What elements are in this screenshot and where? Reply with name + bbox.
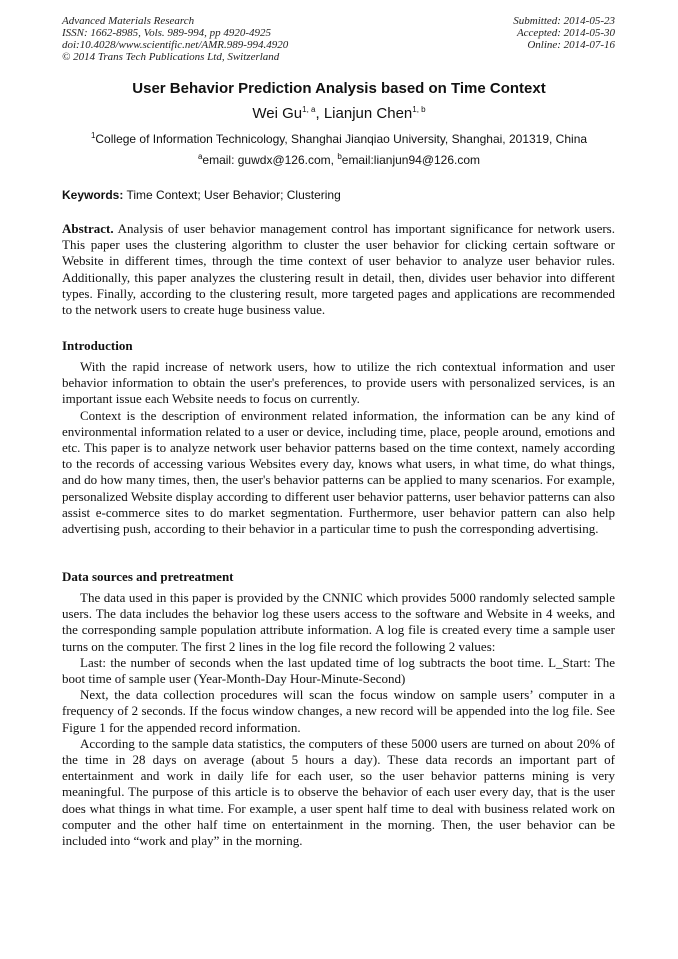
abstract-text: Analysis of user behavior management control has important significance for network users. This paper uses the clustering algorithm to cluster the user behavior for clicking certain software or Website in different times, through the time context of user behavior to analyze user behavior rules. Additionally, this paper analyzes the clustering result in detail, then, divides user behavior into different types. Finally, according to the clustering result, more targeted pages and applications are recommended to the network users to create huge business value.	[62, 221, 615, 318]
email-mark-a: a	[197, 152, 203, 161]
email-b: email:lianjun94@126.com	[341, 153, 481, 167]
dates-header	[513, 15, 615, 51]
keywords-label: Keywords:	[62, 188, 124, 202]
author-affiliation-mark: 1, b	[412, 105, 426, 114]
author-emails	[0, 152, 678, 168]
paragraph: Last: the number of seconds when the last updated time of log subtracts the boot time. L_Start: The boot time of sample user (Year-Month-Day Hour-Minute-Second)	[62, 654, 615, 687]
affiliation	[0, 131, 678, 147]
email-mark-b: b	[337, 152, 342, 161]
keywords	[62, 187, 615, 203]
section-heading-data-sources: Data sources and pretreatment	[62, 569, 234, 584]
paragraph: Next, the data collection procedures will scan the focus window on sample users’ computer in a frequency of 2 seconds. If the focus window changes, a new record will be appended into the log file. See Figure 1 for the appended record information.	[62, 687, 615, 735]
doi-line: doi:10.4028/www.scientific.net/AMR.989-994.4920	[62, 39, 289, 51]
section-heading-introduction: Introduction	[62, 338, 133, 353]
abstract-label: Abstract.	[62, 221, 114, 236]
author-affiliation-mark: 1, a	[302, 105, 316, 114]
email-a: email: guwdx@126.com,	[202, 153, 338, 167]
submitted-date: Submitted: 2014-05-23	[513, 15, 615, 27]
accepted-date: Accepted: 2014-05-30	[516, 27, 615, 39]
affiliation-mark: 1	[90, 131, 96, 140]
affiliation-text: College of Information Technicology, Shanghai Jianqiao University, Shanghai, 201319, China	[95, 132, 588, 146]
issn-line: ISSN: 1662-8985, Vols. 989-994, pp 4920-4925	[62, 27, 271, 39]
paragraph: With the rapid increase of network users, how to utilize the rich contextual information and user behavior information to obtain the user's preferences, to provide users with personalized services, is an important issue each Website needs to focus on currently.	[62, 359, 615, 407]
paper-title: User Behavior Prediction Analysis based on Time Context	[132, 80, 546, 97]
author-line	[0, 104, 678, 124]
journal-header	[62, 15, 288, 63]
paragraph: The data used in this paper is provided by the CNNIC which provides 5000 randomly selected sample users. The data includes the behavior log these users access to the software and Website in 4 weeks, and the corresponding sample population attribute information. A log file is created every time a sample user turns on the computer. The first 2 lines in the log file record the following 2 values:	[62, 590, 615, 654]
paragraph: Context is the description of environment related information, the information can be any kind of environmental information related to a user or device, including time, place, people around, emotions and etc. This paper is to analyze network user behavior patterns based on the time context, namely according to the records of accessing various Websites every day, knows what users, in what time, do what things, and do how many times, then, the user's behavior patterns can be applied to many scenarios. For example, personalized Website display according to different user behavior patterns, user behavior patterns can also assist e-commerce sites to do market segmentation. Furthermore, user behavior pattern can also help advertising push, according to their behavior in a particular time to push the corresponding advertising.	[62, 407, 615, 537]
online-date: Online: 2014-07-16	[527, 39, 615, 51]
author-name: Lianjun Chen	[323, 105, 413, 122]
copyright-line: © 2014 Trans Tech Publications Ltd, Switzerland	[62, 51, 280, 63]
journal-name: Advanced Materials Research	[62, 15, 195, 27]
section-introduction	[62, 359, 615, 537]
author-name: Wei Gu	[252, 105, 303, 122]
paragraph: According to the sample data statistics, the computers of these 5000 users are turned on about 20% of the time in 28 days on average (about 5 hours a day). These data records an important part of entertainment and work in daily life for each user, so the user behavior patterns mining is very meaningful. The purpose of this article is to observe the behavior of each user every day, that is the user does what things in what time. For example, a user spent half time to deal with business related work on computer and the other half time on entertainment in the morning. Then, the user behavior can be included into “work and play” in the morning.	[62, 735, 615, 849]
section-data-sources	[62, 590, 615, 849]
author-separator: ,	[315, 105, 324, 122]
abstract	[62, 221, 615, 318]
keywords-text: Time Context; User Behavior; Clustering	[123, 188, 341, 202]
